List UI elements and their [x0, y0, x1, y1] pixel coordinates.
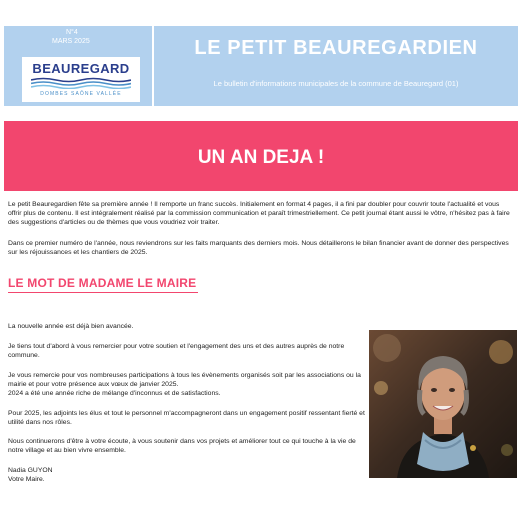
- newsletter-title: LE PETIT BEAUREGARDIEN: [194, 37, 478, 59]
- logo-name: BEAUREGARD: [32, 61, 130, 76]
- mayor-paragraph: Je tiens tout d'abord à vous remercier pour votre soutien et l'engagement des uns et des autres auprès de notre commune.: [8, 343, 345, 359]
- mayor-paragraph: 2024 a été une année riche de mélange d'inconnus et de satisfactions.: [8, 390, 221, 397]
- newsletter-header: [4, 26, 518, 106]
- beauregard-logo: [22, 57, 140, 102]
- issue-date: MARS 2025: [52, 38, 90, 45]
- mayor-paragraph-group: [8, 371, 368, 398]
- section-divider: [8, 292, 198, 293]
- signature-role: Votre Maire.: [8, 476, 45, 483]
- header-title-panel: [154, 26, 518, 106]
- mayor-paragraph: Je vous remercie pour vos nombreuses participations à tous les évènements organisés soit par les associations ou la mairie et pour votre présence aux vœux de janvier 2025.: [8, 372, 361, 388]
- headline-text: UN AN DEJA !: [197, 147, 325, 168]
- mayor-paragraph: Pour 2025, les adjoints les élus et tout le personnel m'accompagneront dans un engagement positif ressentant fierté et utilité dans nos rôles.: [8, 410, 365, 426]
- issue-number: N°4: [66, 29, 78, 36]
- headline-banner: [4, 121, 518, 191]
- mayor-paragraph: La nouvelle année est déjà bien avancée.: [8, 323, 134, 330]
- intro-paragraph: Le petit Beauregardien fête sa première année ! Il remporte un franc succès. Initialement en format 4 pages, il a fini par doubler pour couvrir toute l'actualité et vous offrir plus de contenu. Il est intégralement réalisé par la commission communication et paraît trimestriellement. Ce petit journal étant aussi le vôtre, n'hésitez pas à faire des suggestions d'articles ou de thèmes que vous voudriez voir traiter.: [8, 201, 510, 226]
- logo-waves-icon: [31, 77, 131, 89]
- newsletter-subtitle: Le bulletin d'informations municipales de la commune de Beauregard (01): [213, 79, 459, 88]
- intro-paragraph: Dans ce premier numéro de l'année, nous reviendrons sur les faits marquants des derniers mois. Nous détaillerons le bilan financier avant de donner des perspectives sur les réjouissances et les chantiers de 2025.: [8, 240, 509, 256]
- logo-tagline: DOMBES SAÔNE VALLÉE: [40, 91, 122, 97]
- signature-name: Nadia GUYON: [8, 467, 53, 474]
- mayor-paragraph: Nous continuerons d'être à votre écoute, à vous soutenir dans vos projets et améliorer tout ce qui touche à la vie de notre village et au bien vivre ensemble.: [8, 438, 356, 454]
- signature-block: [8, 466, 208, 484]
- mayor-portrait-photo: [369, 330, 517, 478]
- header-issue-panel: [4, 26, 152, 106]
- mayor-section-title: LE MOT DE MADAME LE MAIRE: [8, 276, 197, 290]
